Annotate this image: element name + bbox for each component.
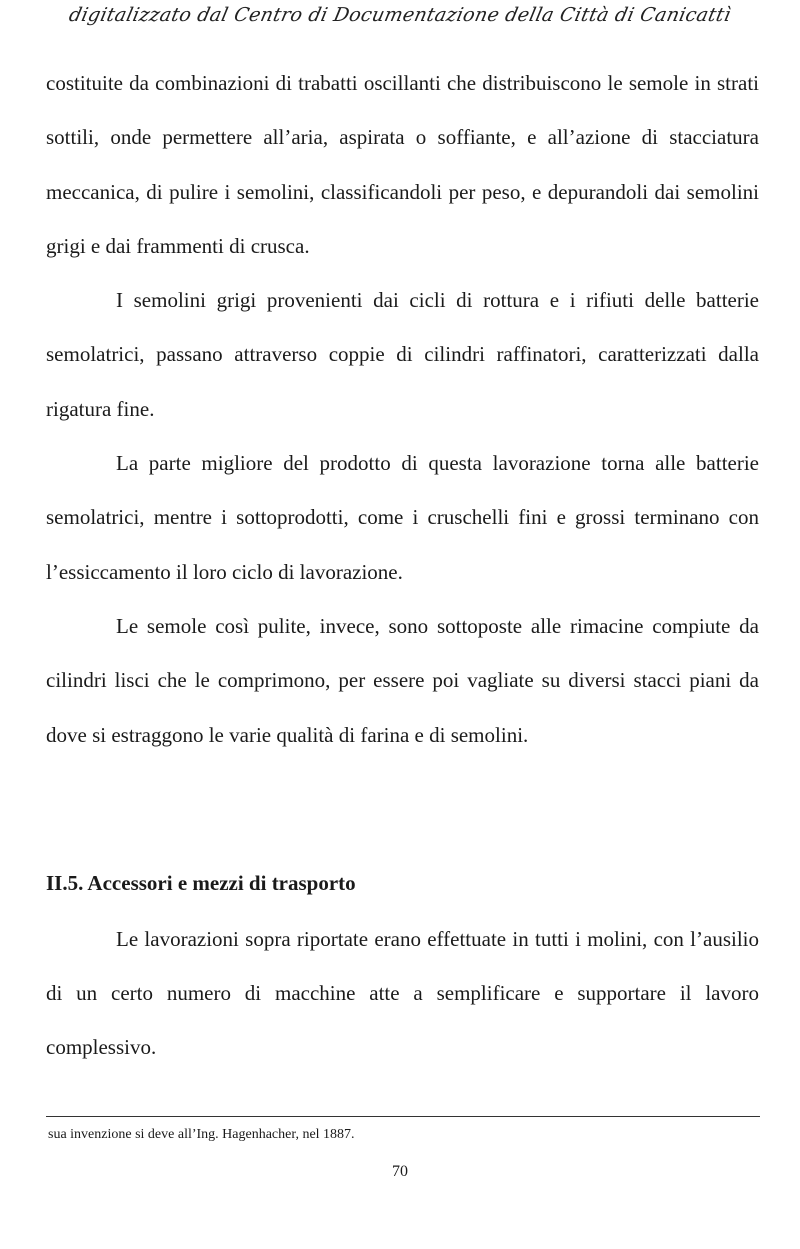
footnote-text: sua invenzione si deve all’Ing. Hagenhacher, nel 1887. [48, 1127, 355, 1142]
section-paragraph: Le lavorazioni sopra riportate erano effettuate in tutti i molini, con l’ausilio di un certo numero di macchine atte a semplificare e supportare il lavoro complessivo. [46, 927, 759, 1059]
paragraph-continuation: costituite da combinazioni di trabatti oscillanti che distribuiscono le semole in strati sottili, onde permettere all’aria, aspirata o soffiante, e all’azione di stacciatura meccanica, di pulire i semolini, classificandoli per peso, e depurandoli dai semolini grigi e dai frammenti di crusca. [46, 71, 759, 258]
digitization-watermark: digitalizzato dal Centro di Documentazione della Città di Canicattì [67, 4, 733, 26]
page-number: 70 [392, 1163, 408, 1180]
section-heading: II.5. Accessori e mezzi di trasporto [46, 871, 356, 895]
body-text [46, 56, 759, 762]
paragraph-parte-migliore: La parte migliore del prodotto di questa lavorazione torna alle batterie semolatrici, mentre i sottoprodotti, come i cruschelli fini e grossi terminano con l’essiccamento il loro ciclo di lavorazione. [46, 451, 759, 584]
footnote-divider [46, 1116, 760, 1117]
paragraph-semolini-grigi: I semolini grigi provenienti dai cicli di rottura e i rifiuti delle batterie semolatrici, passano attraverso coppie di cilindri raffinatori, caratterizzati dalla rigatura fine. [46, 288, 759, 421]
paragraph-semole-pulite: Le semole così pulite, invece, sono sottoposte alle rimacine compiute da cilindri lisci che le comprimono, per essere poi vagliate su diversi stacci piani da dove si estraggono le varie qualità di farina e di semolini. [46, 613, 759, 747]
section-body [46, 912, 759, 1074]
